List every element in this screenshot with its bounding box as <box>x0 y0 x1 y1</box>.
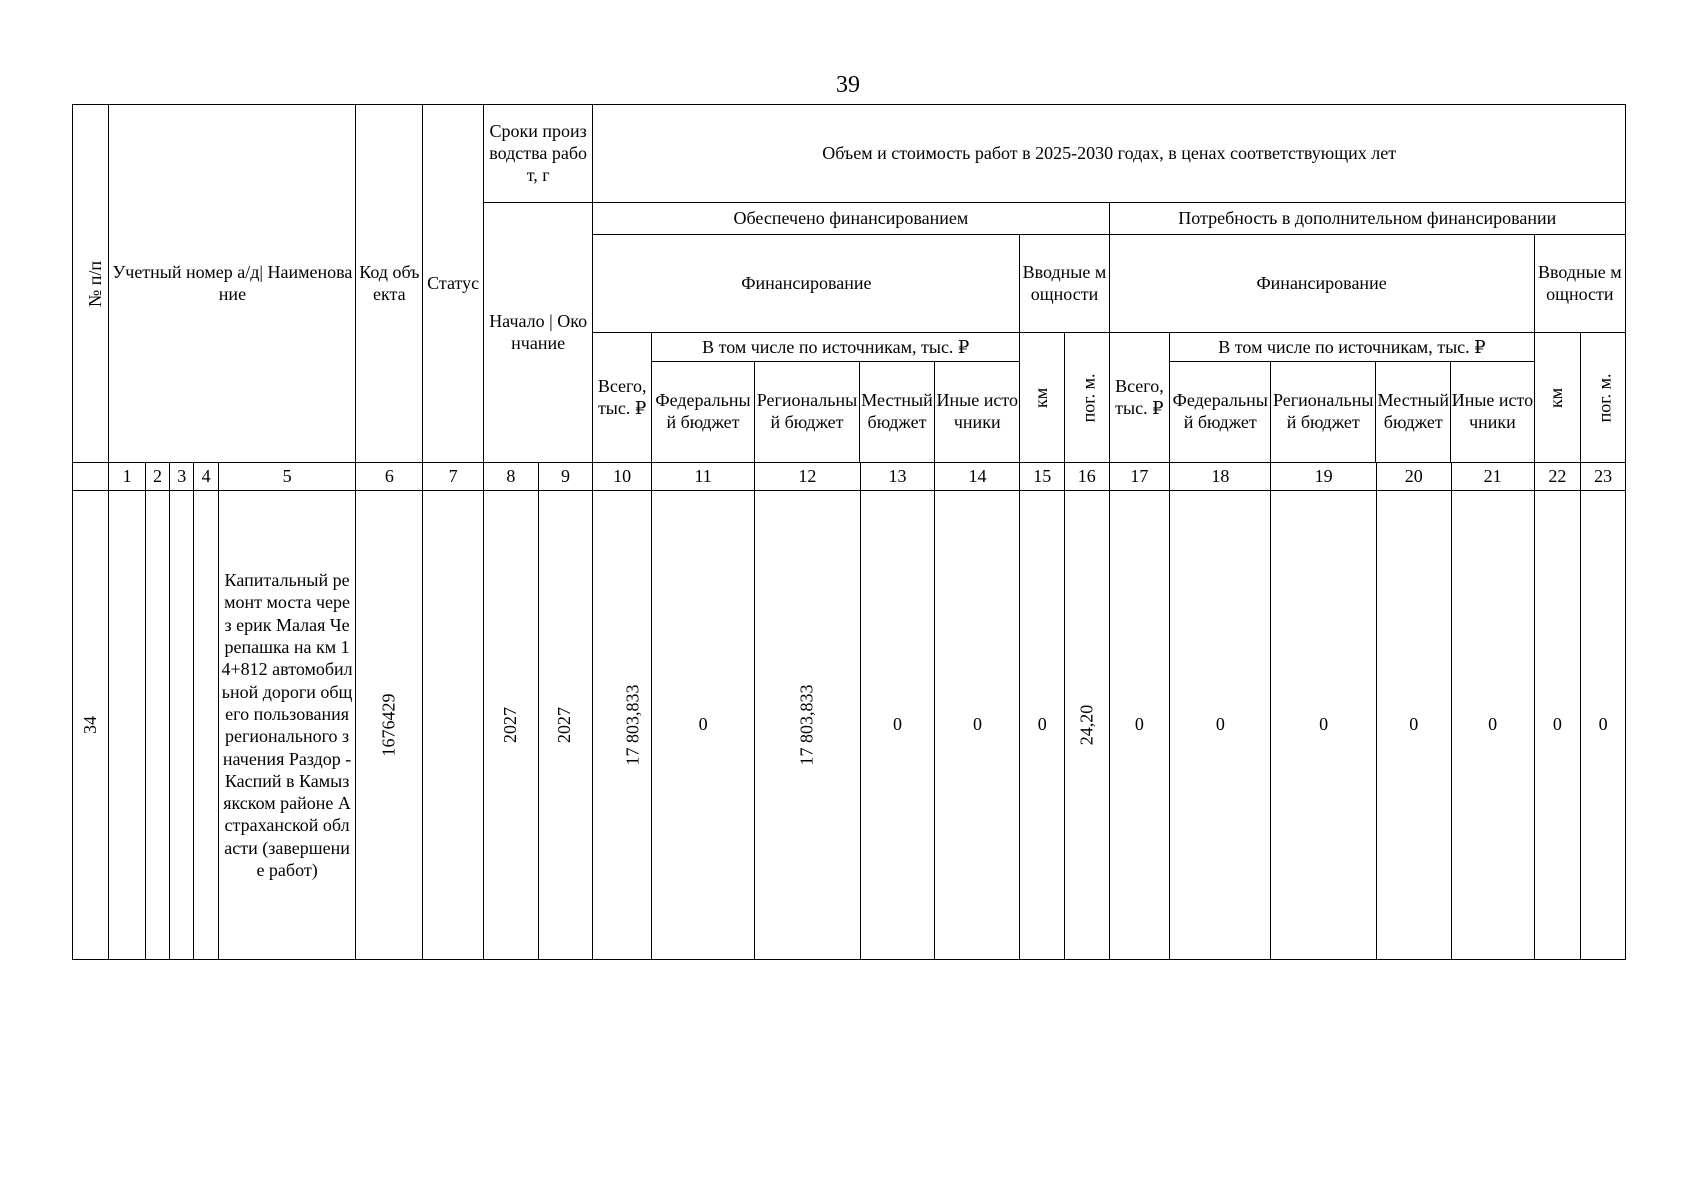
row-add-local: 0 <box>1376 491 1451 960</box>
col-num: 18 <box>1170 463 1271 491</box>
row-add-regional: 0 <box>1271 491 1376 960</box>
row-other: 0 <box>935 491 1020 960</box>
header-other-add: Иные источники <box>1451 390 1534 433</box>
col-num-blank <box>73 463 109 491</box>
header-federal: Федеральный бюджет <box>652 362 755 462</box>
header-financing: Финансирование <box>593 235 1020 333</box>
header-regional-add: Региональный бюджет <box>1271 362 1376 462</box>
works-table <box>72 104 1626 960</box>
row-c4 <box>194 491 218 960</box>
row-add-pog-m: 0 <box>1581 491 1626 960</box>
header-regional: Региональный бюджет <box>755 362 860 462</box>
header-total-add: Всего, тыс. ₽ <box>1109 333 1170 463</box>
col-num: 1 <box>109 463 145 491</box>
col-num: 7 <box>423 463 484 491</box>
header-federal-add: Федеральный бюджет <box>1170 362 1271 462</box>
row-local: 0 <box>860 491 935 960</box>
header-start-end: Начало | Окончание <box>483 203 592 463</box>
header-sources-block-add <box>1170 333 1534 463</box>
col-num: 15 <box>1020 463 1065 491</box>
row-pog-m: 24,20 <box>1064 491 1109 960</box>
header-capacity-add: Вводные мощности <box>1534 235 1625 333</box>
header-terms: Сроки производства работ, г <box>483 105 592 203</box>
header-local-add: Местный бюджет <box>1376 362 1451 462</box>
header-pog-m: пог. м. <box>1064 333 1109 463</box>
col-num: 12 <box>755 463 860 491</box>
row-code: 1676429 <box>356 491 423 960</box>
header-num: № п/п <box>73 105 109 463</box>
row-c2 <box>145 491 169 960</box>
row-regional: 17 803,833 <box>755 491 860 960</box>
header-other: Иные источники <box>936 390 1018 433</box>
row-start: 2027 <box>483 491 538 960</box>
col-num: 6 <box>356 463 423 491</box>
row-status <box>423 491 484 960</box>
header-by-sources-add: В том числе по источникам, тыс. ₽ <box>1170 333 1533 362</box>
header-secured: Обеспечено финансированием <box>593 203 1109 235</box>
col-num: 20 <box>1376 463 1451 491</box>
col-num: 22 <box>1534 463 1581 491</box>
header-capacity: Вводные мощности <box>1020 235 1109 333</box>
header-sources-row <box>652 362 1019 462</box>
header-pog-m-add: пог. м. <box>1581 333 1626 463</box>
row-num: 34 <box>73 491 109 960</box>
col-num: 2 <box>145 463 169 491</box>
header-km-add: км <box>1534 333 1581 463</box>
row-km: 0 <box>1020 491 1065 960</box>
col-num: 4 <box>194 463 218 491</box>
col-num: 5 <box>218 463 356 491</box>
column-numbers-row <box>73 463 1626 491</box>
header-local: Местный бюджет <box>860 362 935 462</box>
row-total: 17 803,833 <box>593 491 652 960</box>
table-row <box>73 491 1626 960</box>
col-num: 23 <box>1581 463 1626 491</box>
header-by-sources: В том числе по источникам, тыс. ₽ <box>652 333 1019 362</box>
page-number: 39 <box>836 72 860 98</box>
row-name: Капитальный ремонт моста через ерик Малая Черепашка на км 14+812 автомобильной дороги общего пользования регионального значения Раздор - Каспий в Камызякском районе Астраханской области (завершение работ) <box>218 491 356 960</box>
col-num: 17 <box>1109 463 1170 491</box>
row-c3 <box>170 491 194 960</box>
row-federal: 0 <box>652 491 755 960</box>
row-add-other: 0 <box>1451 491 1534 960</box>
col-num: 19 <box>1271 463 1376 491</box>
col-num: 21 <box>1451 463 1534 491</box>
col-num: 13 <box>860 463 935 491</box>
header-account-name: Учетный номер а/д| Наименование <box>109 105 356 463</box>
header-status: Статус <box>423 105 484 463</box>
row-add-km: 0 <box>1534 491 1581 960</box>
row-end: 2027 <box>538 491 593 960</box>
header-volume-title: Объем и стоимость работ в 2025-2030 годах, в ценах соответствующих лет <box>593 105 1626 203</box>
header-sources-row-add <box>1170 362 1533 462</box>
header-total: Всего, тыс. ₽ <box>593 333 652 463</box>
col-num: 9 <box>538 463 593 491</box>
col-num: 10 <box>593 463 652 491</box>
header-financing-add: Финансирование <box>1109 235 1534 333</box>
col-num: 11 <box>652 463 755 491</box>
row-c1 <box>109 491 145 960</box>
col-num: 14 <box>935 463 1020 491</box>
col-num: 8 <box>483 463 538 491</box>
col-num: 16 <box>1064 463 1109 491</box>
header-need: Потребность в дополнительном финансировании <box>1109 203 1625 235</box>
header-km: км <box>1020 333 1065 463</box>
row-add-total: 0 <box>1109 491 1170 960</box>
col-num: 3 <box>170 463 194 491</box>
header-object-code: Код объекта <box>356 105 423 463</box>
header-sources-block <box>652 333 1020 463</box>
row-add-federal: 0 <box>1170 491 1271 960</box>
